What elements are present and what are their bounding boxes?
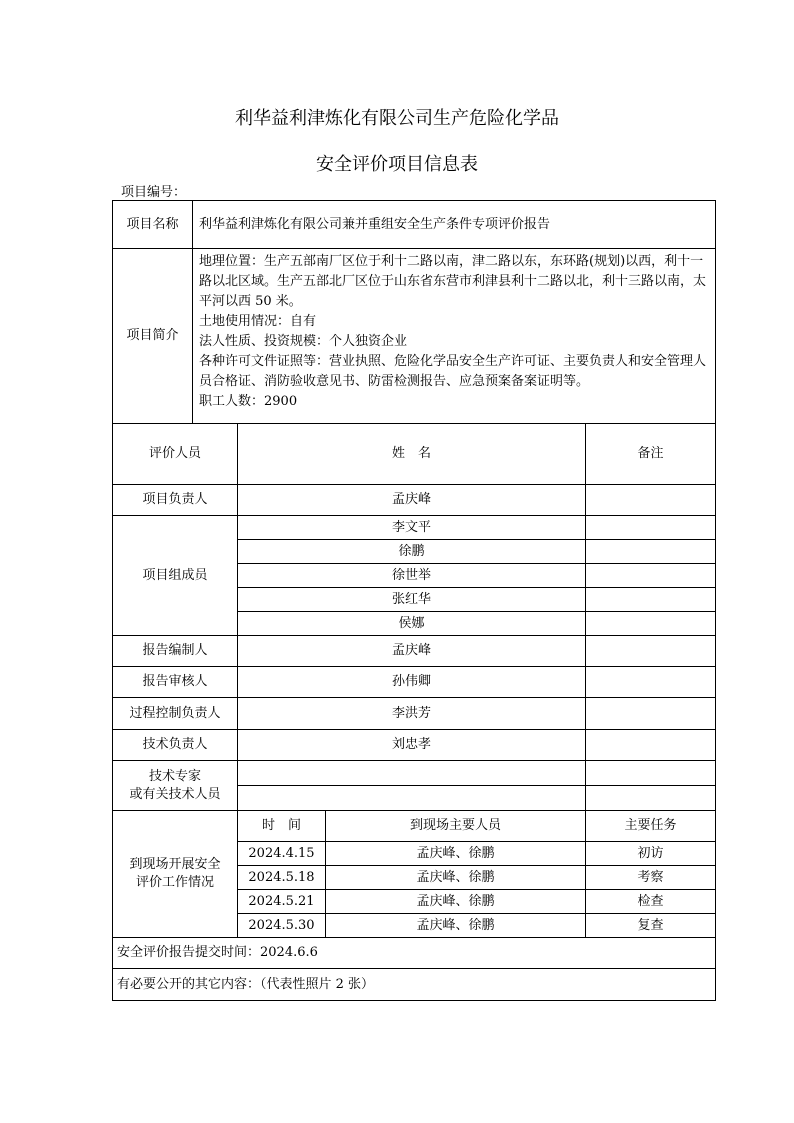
submit-time: 安全评价报告提交时间：2024.6.6 xyxy=(113,938,716,969)
leader-label: 项目负责人 xyxy=(113,485,238,516)
member-name: 侯娜 xyxy=(238,612,586,636)
members-label: 项目组成员 xyxy=(113,516,238,636)
experts-label-line1: 技术专家 xyxy=(148,768,201,784)
site-date: 2024.5.21 xyxy=(238,890,326,914)
tech-lead-label: 技术负责人 xyxy=(113,730,238,761)
col-header-note: 备注 xyxy=(586,424,716,485)
member-note xyxy=(586,612,716,636)
member-note xyxy=(586,564,716,588)
project-name-value: 利华益利津炼化有限公司兼并重组安全生产条件专项评价报告 xyxy=(193,201,716,249)
col-header-name: 姓 名 xyxy=(238,424,586,485)
site-people: 孟庆峰、徐鹏 xyxy=(326,914,586,938)
summary-licenses: 各种许可文件证照等：营业执照、危险化学品安全生产许可证、主要负责人和安全管理人员合格证、消防验收意见书、防雷检测报告、应急预案备案证明等。 xyxy=(199,354,707,389)
col-header-role: 评价人员 xyxy=(113,424,238,485)
document-title: 利华益利津炼化有限公司生产危险化学品 xyxy=(235,108,559,129)
reviewer-label: 报告审核人 xyxy=(113,667,238,698)
tech-lead-note xyxy=(586,730,716,761)
experts-label-line2: 或有关技术人员 xyxy=(129,786,221,802)
site-col-people: 到现场主要人员 xyxy=(326,811,586,842)
compiler-label: 报告编制人 xyxy=(113,636,238,667)
member-note xyxy=(586,540,716,564)
project-summary xyxy=(193,249,716,424)
site-people: 孟庆峰、徐鹏 xyxy=(326,842,586,866)
site-date: 2024.5.18 xyxy=(238,866,326,890)
summary-location: 地理位置：生产五部南厂区位于利十二路以南，津二路以东，东环路(规划)以西，利十一路以北区域。生产五部北厂区位于山东省东营市利津县利十二路以北，利十三路以南，太平河以西 50 米。 xyxy=(199,254,707,309)
summary-legal-nature: 法人性质、投资规模：个人独资企业 xyxy=(199,334,408,349)
process-control-note xyxy=(586,698,716,730)
site-task: 考察 xyxy=(586,866,716,890)
member-name: 李文平 xyxy=(238,516,586,540)
expert-note xyxy=(586,761,716,786)
compiler-name: 孟庆峰 xyxy=(238,636,586,667)
site-task: 检查 xyxy=(586,890,716,914)
member-note xyxy=(586,588,716,612)
site-people: 孟庆峰、徐鹏 xyxy=(326,866,586,890)
process-control-name: 李洪芳 xyxy=(238,698,586,730)
site-date: 2024.5.30 xyxy=(238,914,326,938)
project-summary-label: 项目简介 xyxy=(113,249,193,424)
site-work-label xyxy=(113,811,238,938)
reviewer-name: 孙伟卿 xyxy=(238,667,586,698)
other-public-content: 有必要公开的其它内容：（代表性照片 2 张） xyxy=(113,969,716,1001)
project-number-label: 项目编号： xyxy=(121,185,187,200)
member-name: 徐鹏 xyxy=(238,540,586,564)
expert-note xyxy=(586,786,716,811)
site-task: 初访 xyxy=(586,842,716,866)
site-col-time: 时 间 xyxy=(238,811,326,842)
experts-label xyxy=(113,761,238,811)
site-work-label-line1: 到现场开展安全 xyxy=(129,857,221,873)
summary-staff-count: 职工人数：2900 xyxy=(199,394,298,409)
site-task: 复查 xyxy=(586,914,716,938)
leader-note xyxy=(586,485,716,516)
member-name: 张红华 xyxy=(238,588,586,612)
tech-lead-name: 刘忠孝 xyxy=(238,730,586,761)
info-table xyxy=(112,200,716,1001)
site-col-task: 主要任务 xyxy=(586,811,716,842)
site-people: 孟庆峰、徐鹏 xyxy=(326,890,586,914)
summary-land-use: 土地使用情况：自有 xyxy=(199,314,317,329)
leader-name: 孟庆峰 xyxy=(238,485,586,516)
expert-name xyxy=(238,761,586,786)
member-note xyxy=(586,516,716,540)
site-date: 2024.4.15 xyxy=(238,842,326,866)
member-name: 徐世举 xyxy=(238,564,586,588)
document-subtitle: 安全评价项目信息表 xyxy=(316,154,478,175)
reviewer-note xyxy=(586,667,716,698)
expert-name xyxy=(238,786,586,811)
project-name-label: 项目名称 xyxy=(113,201,193,249)
compiler-note xyxy=(586,636,716,667)
process-control-label: 过程控制负责人 xyxy=(113,698,238,730)
site-work-label-line2: 评价工作情况 xyxy=(135,875,214,890)
